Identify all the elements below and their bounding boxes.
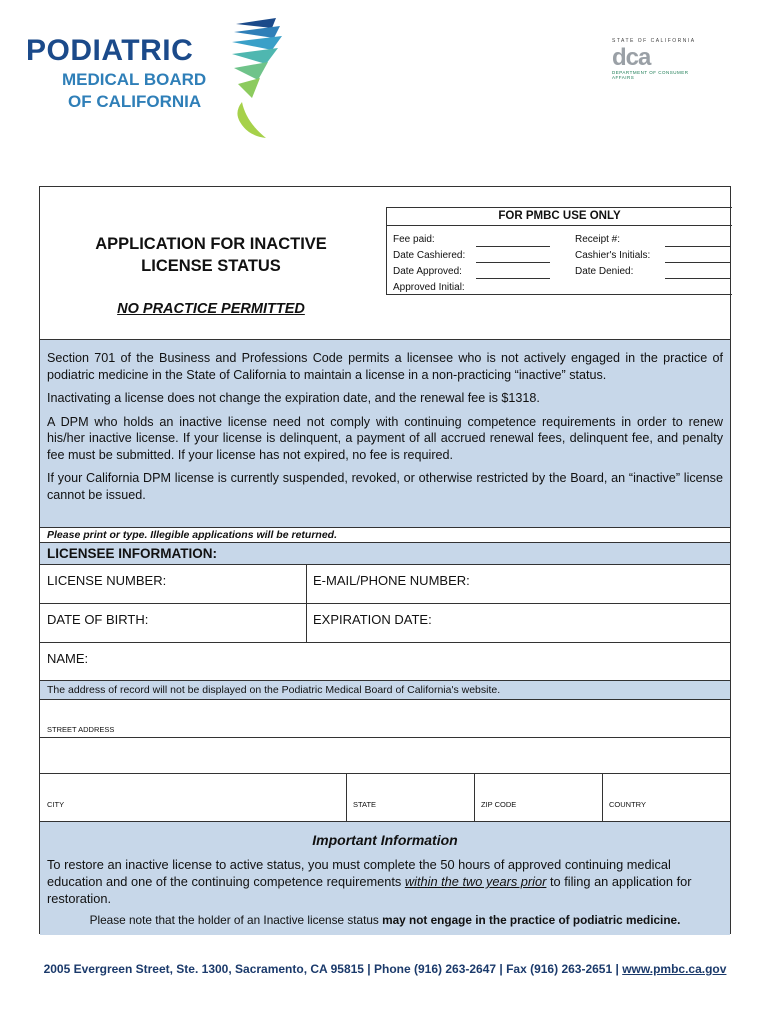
row-divider xyxy=(40,642,730,643)
footer-website-link[interactable]: www.pmbc.ca.gov xyxy=(622,962,727,976)
country-label: COUNTRY xyxy=(609,800,646,809)
city-label: CITY xyxy=(47,800,65,809)
important-information-section xyxy=(40,821,730,935)
important-note-bold: may not engage in the practice of podiatric medicine. xyxy=(382,913,681,927)
important-body-emphasis: within the two years prior xyxy=(404,874,547,889)
address-privacy-note: The address of record will not be displayed on the Podiatric Medical Board of California's website. xyxy=(40,680,730,700)
receipt-label: Receipt #: xyxy=(575,234,621,245)
logo-subtitle-2: OF CALIFORNIA xyxy=(68,92,202,111)
column-divider xyxy=(602,773,603,821)
dca-dept-text: DEPARTMENT OF CONSUMER AFFAIRS xyxy=(612,70,689,80)
print-instruction: Please print or type. Illegible applications will be returned. xyxy=(40,527,730,543)
receipt-field[interactable] xyxy=(665,246,731,247)
row-divider xyxy=(40,737,730,738)
application-form xyxy=(39,186,731,934)
date-denied-label: Date Denied: xyxy=(575,266,634,277)
cashier-initials-field[interactable] xyxy=(665,262,731,263)
intro-paragraph-1: Section 701 of the Business and Professions Code permits a licensee who is not actively engaged in the practice of podiatric medicine in the State of California to maintain a license in a non-practicing “inactive” status. xyxy=(47,351,723,382)
logo-title: PODIATRIC xyxy=(26,34,194,67)
expiration-date-label: EXPIRATION DATE: xyxy=(313,612,432,627)
row-divider xyxy=(40,773,730,774)
pmbc-logo xyxy=(26,18,276,143)
dca-mark: dca xyxy=(612,44,651,71)
date-cashiered-field[interactable] xyxy=(476,262,550,263)
licensee-info-heading: LICENSEE INFORMATION: xyxy=(40,543,730,565)
important-body-start: To restore an inactive license to active status, you must complete the 50 hours of approved continuing medical education and one of the continuing competence requirements xyxy=(47,857,671,889)
license-number-label: LICENSE NUMBER: xyxy=(47,573,167,588)
foot-emblem-icon xyxy=(206,18,298,143)
column-divider xyxy=(474,773,475,821)
form-title-line-2: LICENSE STATUS xyxy=(141,257,281,275)
intro-paragraph-2: Inactivating a license does not change the expiration date, and the renewal fee is $1318. xyxy=(47,391,540,405)
important-body-end: to filing an application for restoration. xyxy=(47,874,692,906)
column-divider xyxy=(346,773,347,821)
no-practice-notice: NO PRACTICE PERMITTED xyxy=(117,301,305,317)
date-approved-field[interactable] xyxy=(476,278,550,279)
fee-paid-field[interactable] xyxy=(476,246,550,247)
dca-state-text: STATE OF CALIFORNIA xyxy=(612,38,696,44)
name-label: NAME: xyxy=(47,651,89,666)
important-note xyxy=(40,912,730,929)
email-phone-label: E-MAIL/PHONE NUMBER: xyxy=(313,573,470,588)
important-body xyxy=(47,856,725,907)
office-use-heading: FOR PMBC USE ONLY xyxy=(387,208,732,226)
fee-paid-label: Fee paid: xyxy=(393,234,435,245)
intro-paragraph-3: A DPM who holds an inactive license need not comply with continuing competence requirements in order to renew his/her inactive license. If your license is delinquent, a payment of all accrued renewal fees, delinquent fee, and penalty fee must be submitted. If your license has not expired, no fee is required. xyxy=(47,414,723,462)
form-title xyxy=(60,233,362,277)
date-denied-field[interactable] xyxy=(665,278,731,279)
footer-contact xyxy=(0,962,770,976)
approved-initial-label: Approved Initial: xyxy=(393,282,465,293)
intro-section xyxy=(40,339,730,527)
state-label: STATE xyxy=(353,800,377,809)
logo-subtitle-1: MEDICAL BOARD xyxy=(62,70,207,89)
cashier-initials-label: Cashier's Initials: xyxy=(575,250,651,261)
date-cashiered-label: Date Cashiered: xyxy=(393,250,466,261)
form-title-line-1: APPLICATION FOR INACTIVE xyxy=(95,235,327,253)
intro-paragraph-4: If your California DPM license is currently suspended, revoked, or otherwise restricted by the Board, an “inactive” license cannot be issued. xyxy=(47,471,723,502)
zip-code-label: ZIP CODE xyxy=(481,800,517,809)
dob-label: DATE OF BIRTH: xyxy=(47,612,149,627)
date-approved-label: Date Approved: xyxy=(393,266,462,277)
dca-logo xyxy=(612,38,712,78)
important-note-start: Please note that the holder of an Inactive license status xyxy=(89,913,383,927)
row-divider xyxy=(40,603,730,604)
street-address-label: STREET ADDRESS xyxy=(47,725,115,734)
footer-address: 2005 Evergreen Street, Ste. 1300, Sacramento, CA 95815 | Phone (916) 263-2647 | Fax (916) 263-2651 | xyxy=(43,962,623,976)
office-use-box xyxy=(386,207,732,295)
important-title: Important Information xyxy=(312,832,458,848)
